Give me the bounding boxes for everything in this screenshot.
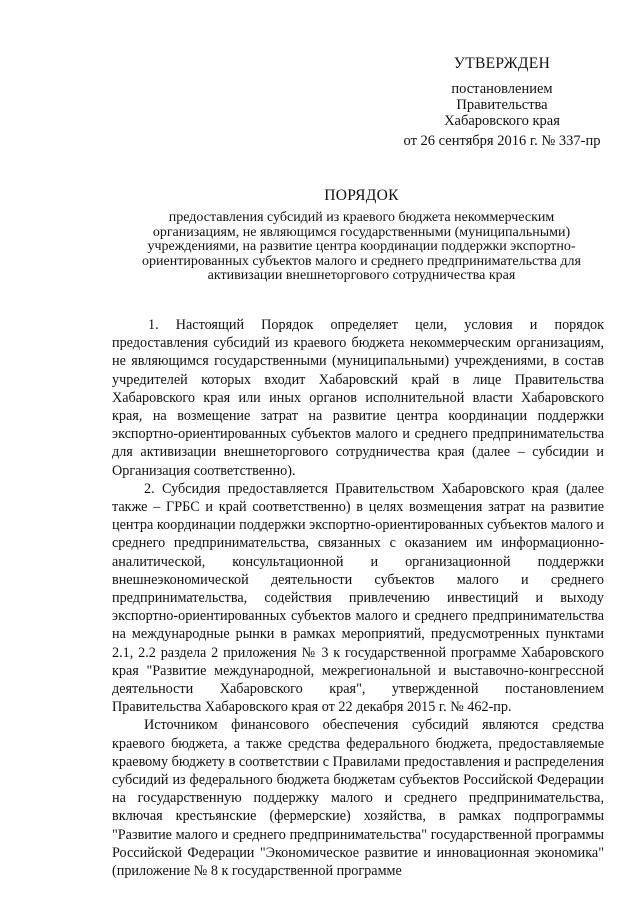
paragraph-3: Источником финансового обеспечения субсидий являются средства краевого бюджета, а также средства федерального бюджета, предоставляемые краевому бюджету в соответствии с Правилами предоставления и распределения субсидий из федерального бюджета бюджетам субъектов Российской Федерации на государственную поддержку малого и среднего предпринимательства, включая крестьянские (фермерские) хозяйства, в рамках подпрограммы "Развитие малого и среднего предпринимательства" государственной программы Российской Федерации "Экономическое развитие и инновационная экономика" (приложение № 8 к государственной программе xyxy=(112,717,604,880)
approval-stamp xyxy=(396,56,608,149)
approval-title: УТВЕРЖДЕН xyxy=(453,55,551,72)
paragraph-2: 2. Субсидия предоставляется Правительством Хабаровского края (далее также – ГРБС и край соответственно) в целях возмещения затрат на развитие центра координации поддержки экспортно-ориентированных субъектов малого и среднего предпринимательства, связанных с оказанием им информационно-аналитической, консультационной и организационной поддержки внешнеэкономической деятельности субъектов малого и среднего предпринимательства, содействия привлечению инвестиций и выходу экспортно-ориентированных субъектов малого и среднего предпринимательства на международные рынки в рамках мероприятий, предусмотренных пунктами 2.1, 2.2 раздела 2 приложения № 3 к государственной программе Хабаровского края "Развитие международной, межрегиональной и выставочно-конгрессной деятельности Хабаровского края", утвержденной постановлением Правительства Хабаровского края от 22 декабря 2015 г. № 462-пр. xyxy=(112,480,604,716)
document-body xyxy=(112,316,604,880)
approval-line-1: постановлением xyxy=(451,81,553,97)
approval-line-2: Правительства xyxy=(456,97,548,113)
approval-date: от 26 сентября 2016 г. № 337-пр xyxy=(403,133,601,149)
document-subtitle: предоставления субсидий из краевого бюджета некоммерческим организациям, не являющимся государственными (муниципальными) учреждениями, на развитие центра координации поддержки экспортно-ориентированных субъектов малого и среднего предпринимательства для активизации внешнеторгового сотрудничества края xyxy=(142,210,581,283)
paragraph-1: 1. Настоящий Порядок определяет цели, условия и порядок предоставления субсидий из краевого бюджета некоммерческим организациям, не являющимся государственными (муниципальными) учреждениями, в состав учредителей которых входит Хабаровский край в лице Правительства Хабаровского края или иных органов исполнительной власти Хабаровского края, на возмещение затрат на развитие центра координации поддержки экспортно-ориентированных субъектов малого и среднего предпринимательства для активизации внешнеторгового сотрудничества края (далее – субсидии и Организация соответственно). xyxy=(112,317,604,479)
document-title: ПОРЯДОК xyxy=(324,187,399,204)
approval-line-3: Хабаровского края xyxy=(444,113,560,129)
